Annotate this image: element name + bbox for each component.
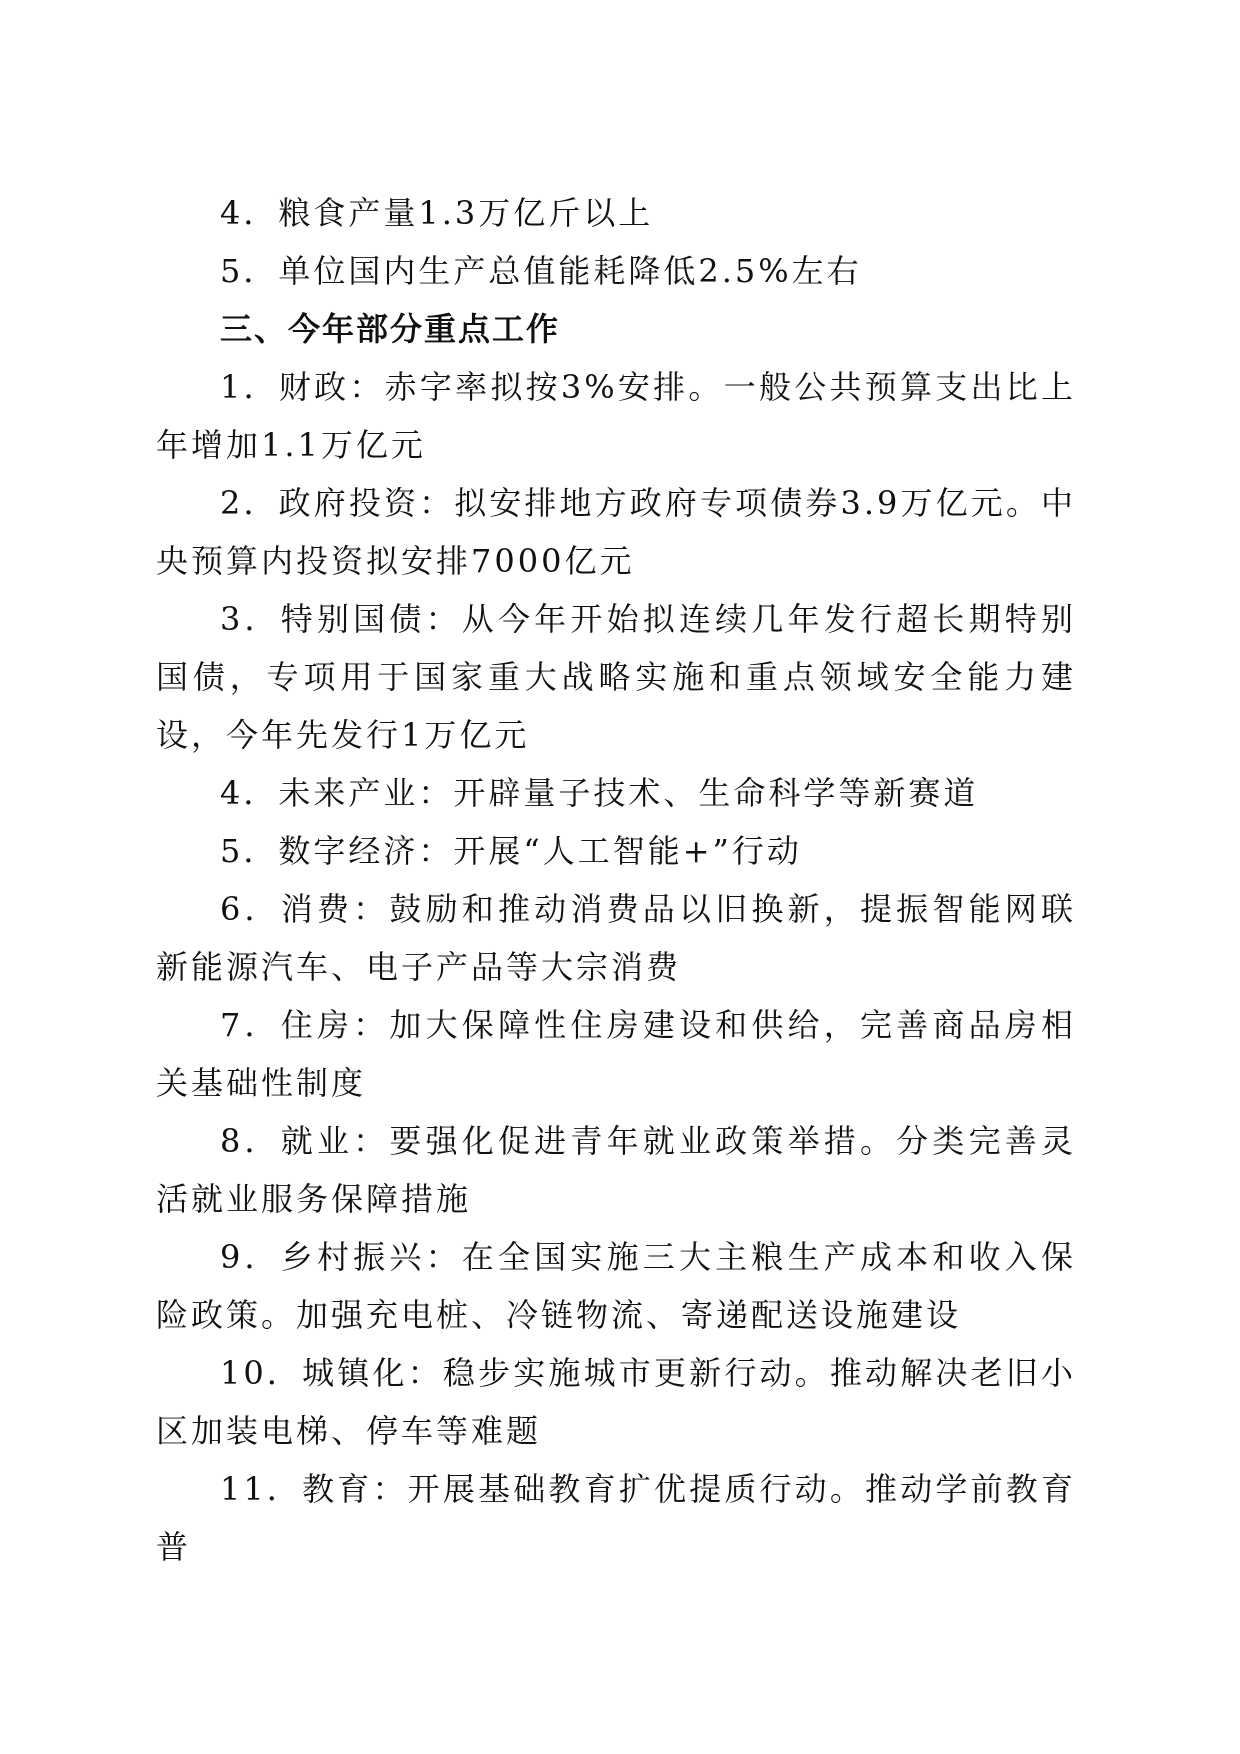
work-item-urbanization: 10．城镇化：稳步实施城市更新行动。推动解决老旧小区加装电梯、停车等难题 — [156, 1354, 1076, 1450]
work-item-special-bonds: 3．特别国债：从今年开始拟连续几年发行超长期特别国债，专项用于国家重大战略实施和重点领域安全能力建设，今年先发行1万亿元 — [156, 600, 1076, 754]
work-item-housing: 7．住房：加大保障性住房建设和供给，完善商品房相关基础性制度 — [156, 1006, 1076, 1102]
work-item-government-investment: 2．政府投资：拟安排地方政府专项债券3.9万亿元。中央预算内投资拟安排7000亿元 — [156, 484, 1076, 580]
work-item-consumption: 6．消费：鼓励和推动消费品以旧换新，提振智能网联新能源汽车、电子产品等大宗消费 — [156, 890, 1076, 986]
target-item-grain: 4．粮食产量1.3万亿斤以上 — [220, 194, 654, 232]
section-heading: 三、今年部分重点工作 — [220, 310, 561, 348]
work-item-finance: 1．财政：赤字率拟按3%安排。一般公共预算支出比上年增加1.1万亿元 — [156, 368, 1076, 464]
work-item-rural-revitalization: 9．乡村振兴：在全国实施三大主粮生产成本和收入保险政策。加强充电桩、冷链物流、寄递配送设施建设 — [156, 1238, 1076, 1334]
work-item-education: 11．教育：开展基础教育扩优提质行动。推动学前教育普 — [156, 1470, 1076, 1566]
work-item-digital-economy: 5．数字经济：开展“人工智能+”行动 — [220, 832, 802, 870]
target-item-energy: 5．单位国内生产总值能耗降低2.5%左右 — [220, 252, 862, 290]
work-item-employment: 8．就业：要强化促进青年就业政策举措。分类完善灵活就业服务保障措施 — [156, 1122, 1076, 1218]
work-item-future-industries: 4．未来产业：开辟量子技术、生命科学等新赛道 — [220, 774, 979, 812]
document-body — [156, 184, 1076, 1576]
